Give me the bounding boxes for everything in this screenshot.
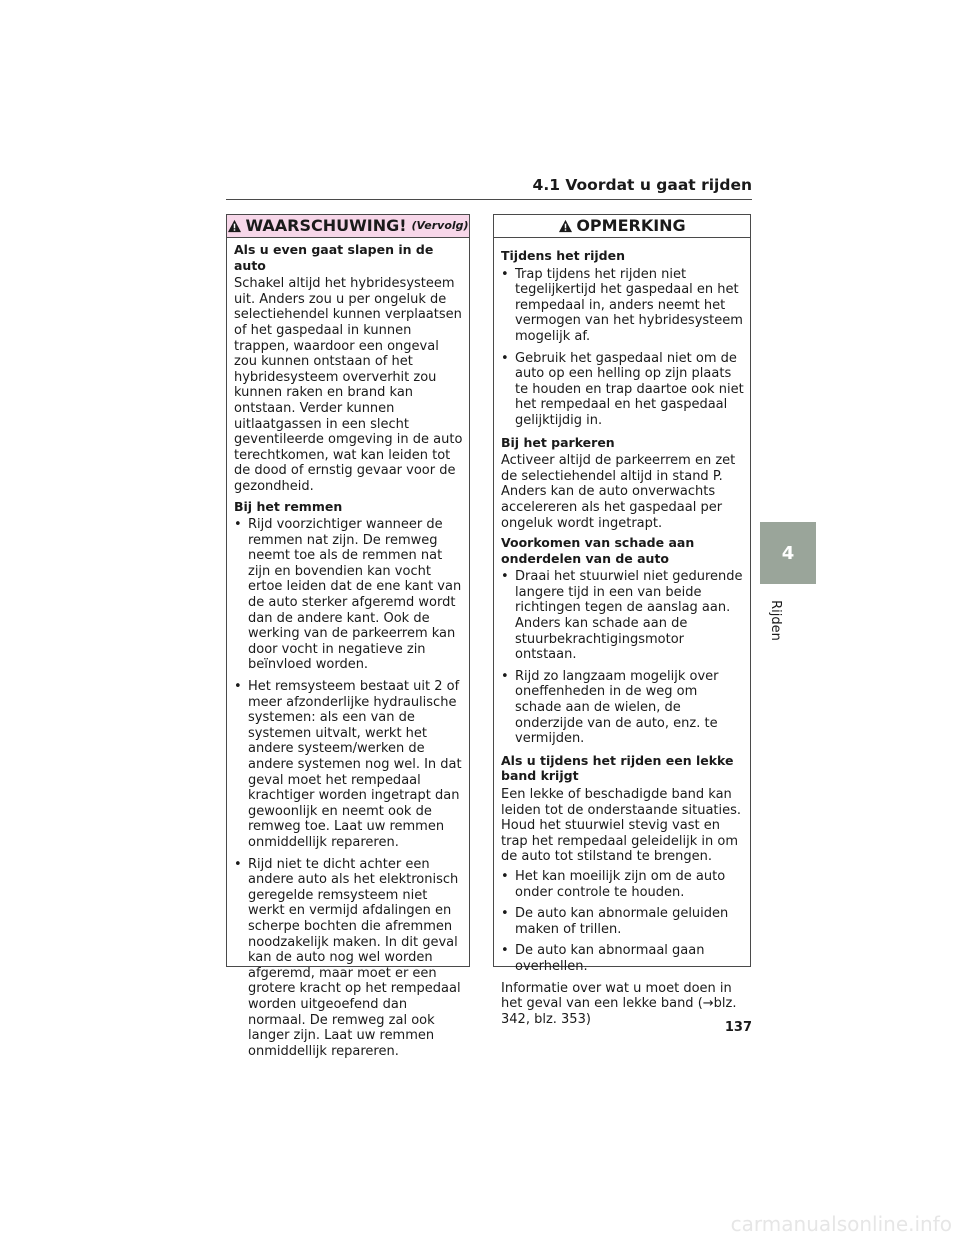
notice-heading-damage: Voorkomen van schade aan onderdelen van de auto [501,535,695,566]
notice-paragraph: Een lekke of beschadigde band kan leiden tot de onderstaande situaties. Houd het stuurwiel stevig vast en trap het rempedaal geleidelijk in om de auto tot stilstand te brengen. [501,787,742,865]
section-header: 4.1 Voordat u gaat rijden [532,176,752,194]
list-item: • De auto kan abnormale geluiden maken of trillen. [501,906,744,937]
warning-icon [227,219,242,233]
notice-bullet-list [501,267,744,429]
header-rule [226,199,752,200]
warning-content [227,238,469,1059]
notice-content [494,244,750,1027]
warning-box [226,214,470,1059]
chapter-label-text: Rijden [767,599,783,641]
notice-heading-parking: Bij het parkeren [501,434,615,450]
warning-title-bar [227,215,469,238]
list-item: • Draai het stuurwiel niet gedurende langere tijd in een van beide richtingen tegen de aanslag aan. Anders kan schade aan de stuurbekrachtigingsmotor ontstaan. [501,569,744,663]
list-item: • Rijd zo langzaam mogelijk over oneffenheden in de weg om schade aan de wielen, de onderzijde van de auto, enz. te vermijden. [501,669,744,747]
list-item: • Rijd niet te dicht achter een andere auto als het elektronisch geregelde remsysteem niet werkt en vermijd afdalingen en scherpe bochten die afremmen noodzakelijk maken. In dit geval kan de auto nog wel worden afgeremd, maar moet er een grotere kracht op het rempedaal worden uitgeoefend dan normaal. De remweg zal ook langer zijn. Laat uw remmen onmiddellijk repareren. [234,857,463,1060]
list-item: • Gebruik het gaspedaal niet om de auto op een helling op zijn plaats te houden en trap daartoe ook niet het rempedaal en het gaspedaal gelijktijdig in. [501,351,744,429]
page-number: 137 [724,1020,752,1035]
warning-title: WAARSCHUWING! [245,216,407,236]
notice-heading-driving: Tijdens het rijden [501,248,625,263]
notice-paragraph: Activeer altijd de parkeerrem en zet de selectiehendel altijd in stand P. Anders kan de auto onverwachts accelereren als het gaspedaal per ongeluk wordt ingetrapt. [501,453,736,531]
notice-heading-flat-tire: Als u tijdens het rijden een lekke band krijgt [501,752,734,784]
list-item: • Het kan moeilijk zijn om de auto onder controle te houden. [501,869,744,900]
notice-title-bar [494,215,750,238]
notice-bullet-list [501,869,744,975]
chapter-tab: 4 [760,522,816,584]
warning-heading-sleep: Als u even gaat slapen in de auto [234,242,434,273]
warning-subtitle: (Vervolg) [411,219,469,233]
notice-icon [558,219,573,233]
watermark: carmanualsonline.info [730,1212,952,1236]
warning-heading-braking: Bij het remmen [234,498,343,514]
list-item: • Trap tijdens het rijden niet tegelijkertijd het gaspedaal en het rempedaal in, anders neemt het vermogen van het hybridesysteem mogelijk af. [501,267,744,345]
warning-bullet-list [234,517,463,1059]
notice-title: OPMERKING [576,216,686,236]
warning-paragraph: Schakel altijd het hybridesysteem uit. Anders zou u per ongeluk de selectiehendel kunnen verplaatsen of het gaspedaal in kunnen trappen, waardoor een ongeval zou kunnen ontstaan of het hybridesysteem oververhit zou kunnen raken en brand kan ontstaan. Verder kunnen uitlaatgassen in een slecht geventileerde omgeving in de auto terechtkomen, wat kan leiden tot de dood of ernstig gevaar voor de gezondheid. [234,276,463,494]
notice-bullet-list [501,569,744,747]
notice-box [493,214,751,1027]
chapter-tab-label [760,590,790,650]
list-item: • Rijd voorzichtiger wanneer de remmen nat zijn. De remweg neemt toe als de remmen nat zijn en bovendien kan vocht ertoe leiden dat de ene kant van de auto sterker afgeremd wordt dan de andere kant. Ook de werking van de parkeerrem kan door vocht in negatieve zin beïnvloed worden. [234,517,463,673]
list-item: • De auto kan abnormaal gaan overhellen. [501,943,744,974]
notice-paragraph: Informatie over wat u moet doen in het geval van een lekke band (→blz. 342, blz. 353) [501,980,737,1027]
list-item: • Het remsysteem bestaat uit 2 of meer afzonderlijke hydraulische systemen: als een van de systemen uitvalt, werkt het andere systeem/werken de andere systemen nog wel. In dat geval moet het rempedaal krachtiger worden ingetrapt dan gewoonlijk en neemt ook de remweg toe. Laat uw remmen onmiddellijk repareren. [234,679,463,851]
